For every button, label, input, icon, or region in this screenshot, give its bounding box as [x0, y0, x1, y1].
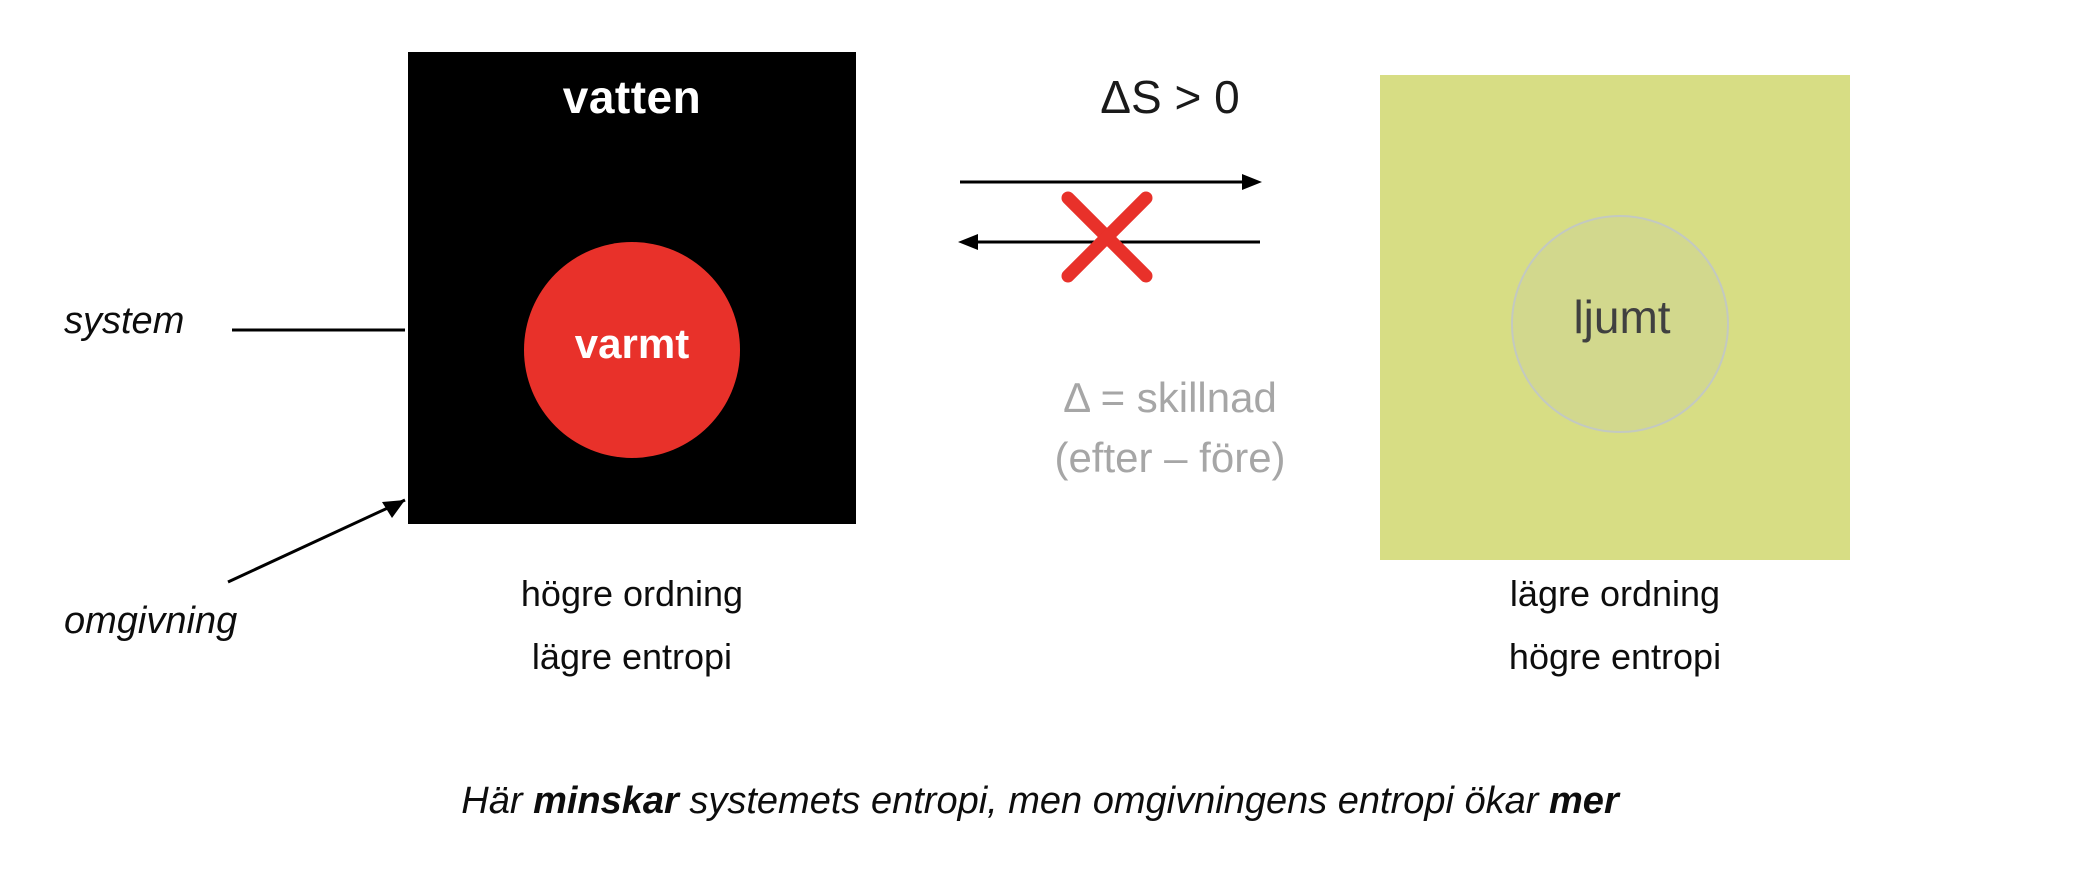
result-box	[1380, 75, 1850, 560]
hot-water-circle	[524, 242, 740, 458]
delta-explanation	[960, 368, 1380, 487]
delta-explanation-line1: Δ = skillnad	[1063, 374, 1277, 421]
result-caption-line2: högre entropi	[1508, 636, 1722, 677]
system-caption	[408, 562, 856, 688]
system-label: system	[64, 300, 185, 342]
system-caption-line2: lägre entropi	[531, 636, 733, 677]
omgivning-label: omgivning	[64, 600, 238, 642]
footer-sentence	[0, 780, 2080, 823]
hot-water-label: varmt	[574, 320, 690, 367]
reaction-arrows	[950, 150, 1320, 290]
forward-arrowhead-icon	[1242, 174, 1262, 190]
system-caption-line1: högre ordning	[520, 573, 744, 614]
footer-bold1: minskar	[533, 780, 679, 822]
result-caption	[1380, 562, 1850, 688]
system-box-title: vatten	[562, 71, 702, 123]
lukewarm-label: ljumt	[1573, 291, 1671, 343]
reverse-arrowhead-icon	[958, 234, 978, 250]
delta-explanation-line2: (efter – före)	[1054, 433, 1286, 481]
system-box	[408, 52, 856, 524]
footer-part1: Här	[461, 780, 534, 822]
result-caption-line1: lägre ordning	[1509, 573, 1721, 614]
lukewarm-circle	[1511, 215, 1729, 433]
red-cross-icon	[1068, 198, 1146, 276]
footer-part2: systemets entropi, men omgivningens entropi ökar	[678, 780, 1550, 822]
delta-s-label: ΔS > 0	[1100, 71, 1240, 123]
omgivning-leader-line	[228, 500, 405, 582]
footer-bold2: mer	[1549, 780, 1619, 822]
omgivning-arrowhead-icon	[382, 500, 405, 518]
